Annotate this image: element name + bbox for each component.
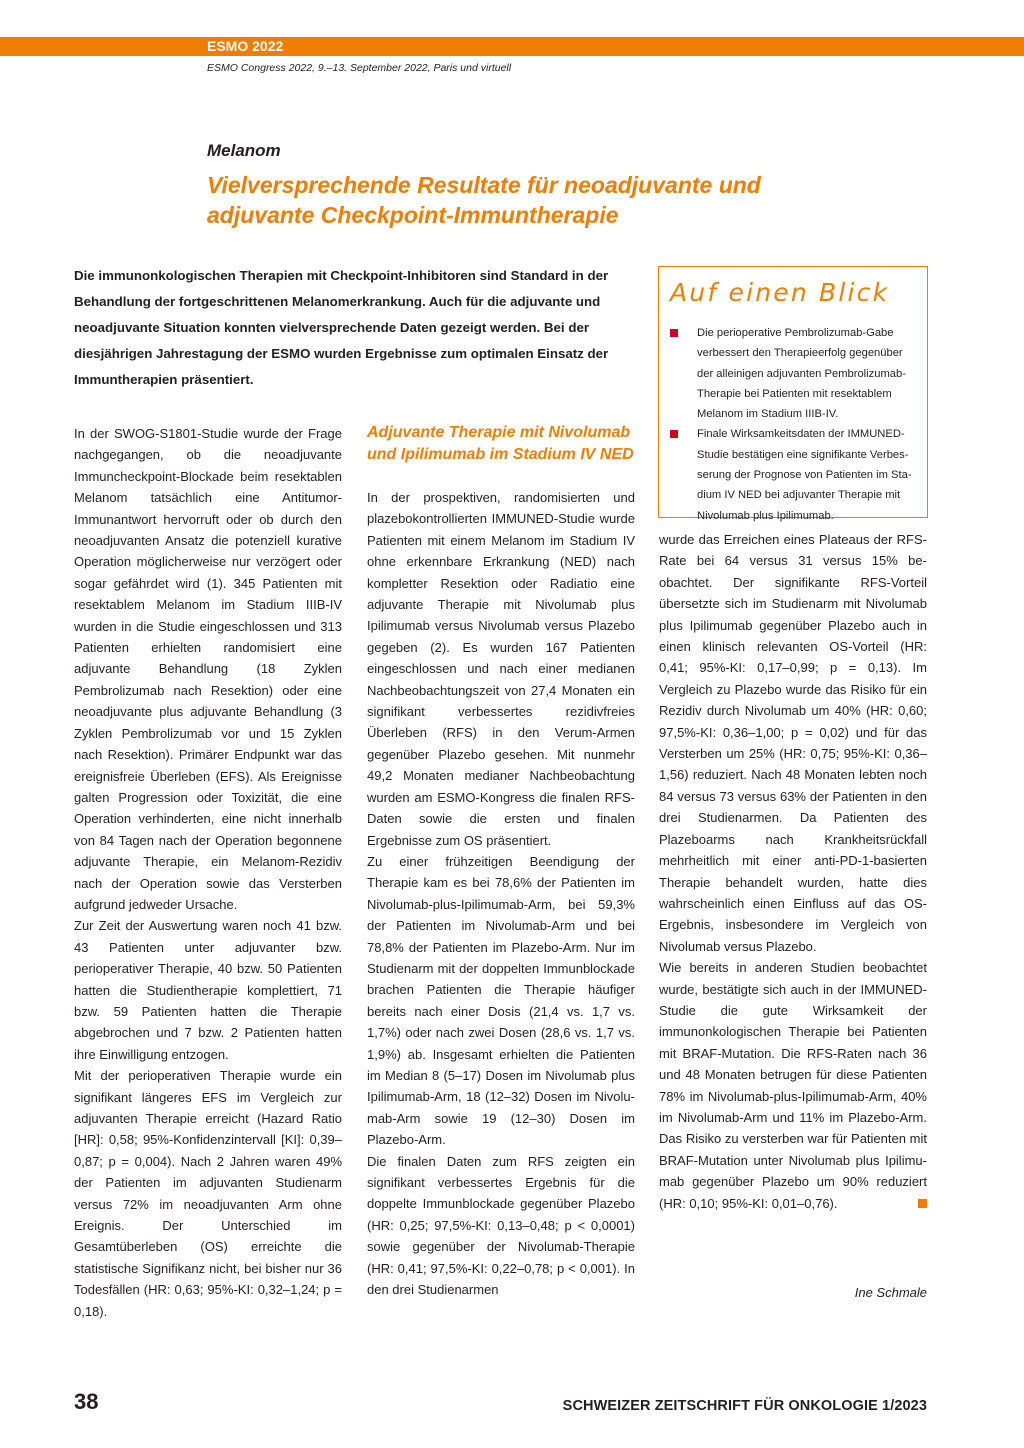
column-3 [659, 529, 927, 1214]
at-a-glance-box [658, 266, 928, 522]
paragraph: Zu einer frühzeitigen Beendigung der Therapie kam es bei 78,6% der Patienten im Nivolumab-plus-Ipilimumab-Arm, bei 59,3% der Patienten im Nivolumab-Arm und bei 78,8% der Patienten im Plazebo-Arm. Nur im Studienarm mit der doppelten Immunblockade brachen Patienten die Therapie häufiger bereits nach einer Dosis (21,4 vs. 1,7 vs. 1,7%) oder nach zwei Dosen (28,6 vs. 1,7 vs. 1,9%) ab. Insgesamt erhielten die Patienten im Median 8 (5–17) Dosen im Nivolumab plus Ipilimumab-Arm, 18 (12–32) Dosen im Nivolumab-Arm sowie 19 (12–30) Dosen im Plazebo-Arm. [367, 853, 635, 1148]
congress-subtitle: ESMO Congress 2022, 9.–13. September 2022, Paris und virtuell [207, 62, 512, 74]
square-bullet-icon [670, 430, 678, 438]
paragraph: Die finalen Daten zum RFS zeigten ein signifikant verbessertes Ergebnis für die doppelte Immunblockade gegenüber Plazebo (HR: 0,25; 97,5%-KI: 0,13–0,48; p < 0,0001) sowie gegenüber der Nivolumab-Therapie (HR: 0,41; 97,5%-KI: 0,22–0,78; p < 0,001). In den drei Studienarmen [367, 1153, 635, 1298]
at-a-glance-title: Auf einen Blick [670, 278, 890, 307]
column-1 [74, 423, 342, 1322]
end-mark-icon [918, 1199, 927, 1208]
article-headline: Vielversprechende Resultate für neoadjuvante und adjuvante Checkpoint-Immuntherapie [207, 172, 761, 228]
square-bullet-icon [670, 329, 678, 337]
paragraph: In der prospektiven, randomisierten und plazebokontrollierten IMMUNED-Studie wurde Patienten mit einem Melanom im Stadium IV ohne erkennbare Erkrankung (NED) nach kompletter Resektion oder Radiatio eine adjuvante Therapie mit Nivolumab plus Ipilimumab versus Nivolumab versus Plazebo gegeben (2). Es wurden 167 Patienten eingeschlossen und nach einer medianen Nachbeobachtungszeit von 27,4 Monaten ein signifikant verbessertes rezidivfreies Überleben (RFS) in den Verum-Armen gegenüber Plazebo gesehen. Mit nunmehr 49,2 Monaten medianer Nachbeobachtung wurden am ESMO-Kongress die finalen RFS-Daten sowie die ersten und finalen Ergebnisse zum OS präsentiert. [367, 490, 635, 848]
congress-name: ESMO 2022 [207, 38, 284, 54]
at-a-glance-list [669, 323, 917, 526]
article-kicker: Melanom [207, 141, 281, 160]
paragraph-text: Wie bereits in anderen Studien beobachtet wurde, bestätigte sich auch in der IMMUNED-Studie die gute Wirksamkeit der immunonkologischen Therapie bei Patienten mit BRAF-Mutation. Die RFS-Raten nach 36 und 48 Monaten betrugen für diese Patienten 78% im Nivolumab-plus-Ipilimumab-Arm, 40% im Nivolumab-Arm und 11% im Plazebo-Arm. Das Risiko zu versterben war für Patienten mit BRAF-Mutation unter Nivolumab plus Ipilimumab gegenüber Plazebo um 90% reduziert (HR: 0,10; 95%-KI: 0,01–0,76). [659, 960, 927, 1211]
author-name: Ine Schmale [854, 1285, 927, 1300]
paragraph: Mit der perioperativen Therapie wurde ein signifikant längeres EFS im Vergleich zur adjuvanten Therapie erreicht (Hazard Ratio [HR]: 0,58; 95%-Konfidenzintervall [KI]: 0,39–0,87; p = 0,004). Nach 2 Jahren waren 49% der Patienten im adjuvanten Studienarm versus 72% im neoadjuvanten Arm ohne Ereignis. Der Unterschied im Gesamtüberleben (OS) erreichte die statistische Signifikanz nicht, bei bisher nur 36 Todesfällen (HR: 0,63; 95%-KI: 0,32–1,24; p = 0,18). [74, 1068, 342, 1319]
journal-title: SCHWEIZER ZEITSCHRIFT FÜR ONKOLOGIE 1/2023 [562, 1398, 927, 1414]
paragraph: wurde das Erreichen eines Plateaus der RFS-Rate bei 64 versus 31 versus 15% beobachtet. Der signifikante RFS-Vorteil übersetzte sich im Studienarm mit Nivolumab plus Ipilimumab gegenüber Plazebo auch in einen klinisch relevanten OS-Vorteil (HR: 0,41; 95%-KI: 0,17–0,99; p = 0,13). Im Vergleich zu Plazebo wurde das Risiko für ein Rezidiv durch Nivolumab um 40% (HR: 0,60; 97,5%-KI: 0,36–1,00; p = 0,02) und für das Versterben um 25% (HR: 0,75; 95%-KI: 0,36–1,56) reduziert. Nach 48 Monaten lebten noch 84 versus 73 versus 63% der Patienten in den drei Studienarmen. Da Patienten des Plazeboarms nach Krankheitsrückfall mehrheitlich mit einer anti-PD-1-basierten Therapie behandelt wurden, hatte dies wahrscheinlich einen Einfluss auf das OS-Ergebnis, insbesondere im Vergleich von Nivolumab versus Plazebo. [659, 532, 927, 954]
glance-item [669, 323, 917, 424]
header-bar [0, 37, 1024, 56]
paragraph: In der SWOG-S1801-Studie wurde der Frage nachgegangen, ob die neoadjuvante Immuncheckpoint-Blockade beim resektablen Melanom tatsächlich eine Antitumor-Immunantwort hervorruft oder ob durch den neoadjuvanten Ansatz die potenziell kurative Operation möglicherweise nur verzögert oder sogar gefährdet wird (1). 345 Patienten mit resektablem Melanom im Stadium IIIB-IV wurden in die Studie eingeschlossen und 313 Patienten erhielten randomisiert eine adjuvante Behandlung (18 Zyklen Pembrolizumab nach Resektion) oder eine neoadjuvante plus adjuvante Behandlung (3 Zyklen Pembrolizumab vor und 15 Zyklen nach Resektion). Primärer Endpunkt war das ereignisfreie Überleben (EFS). Als Ereignisse galten Progression oder Toxizität, die eine Operation verhinderten, eine nicht innerhalb von 84 Tagen nach der Operation begonnene adjuvante Therapie, ein Melanom-Rezidiv nach der Operation sowie das Versterben aufgrund jedweder Ursache. [74, 426, 342, 912]
page-number: 38 [74, 1389, 99, 1414]
column-2 [367, 487, 635, 1300]
paragraph-last [659, 957, 927, 1214]
glance-item [669, 424, 917, 525]
glance-item-text: Die perioperative Pembrolizumab-Gabe verbessert den Therapieerfolg gegenüber der alleinigen adjuvanten Pembrolizumab-Therapie bei Patienten mit resektablem Melanom im Stadium IIIB-IV. [697, 327, 906, 421]
paragraph: Zur Zeit der Auswertung waren noch 41 bzw. 43 Patienten unter adjuvanter bzw. perioperativer Therapie, 40 bzw. 50 Patienten hatten die Studientherapie komplettiert, 71 bzw. 59 Patienten hatten die Therapie abgebrochen und 7 bzw. 2 Patienten hatten ihre Einwilligung entzogen. [74, 918, 342, 1062]
article-lead: Die immunonkologischen Therapien mit Checkpoint-Inhibitoren sind Standard in der Behandlung der fortgeschrittenen Melanomerkrankung. Auch für die adjuvante und neoadjuvante Situation konnten vielversprechende Daten gezeigt werden. Bei der diesjährigen Jahrestagung der ESMO wurden Ergebnisse zum optimalen Einsatz der Immuntherapien präsentiert. [74, 268, 609, 387]
glance-item-text: Finale Wirksamkeitsdaten der IMMUNED-Studie bestätigen eine signifikante Verbesserung der Prognose von Patienten im Stadium IV NED bei adjuvanter Therapie mit Nivolumab plus Ipilimumab. [697, 428, 912, 522]
section-subhead: Adjuvante Therapie mit Nivolumab und Ipilimumab im Stadium IV NED [367, 424, 634, 463]
